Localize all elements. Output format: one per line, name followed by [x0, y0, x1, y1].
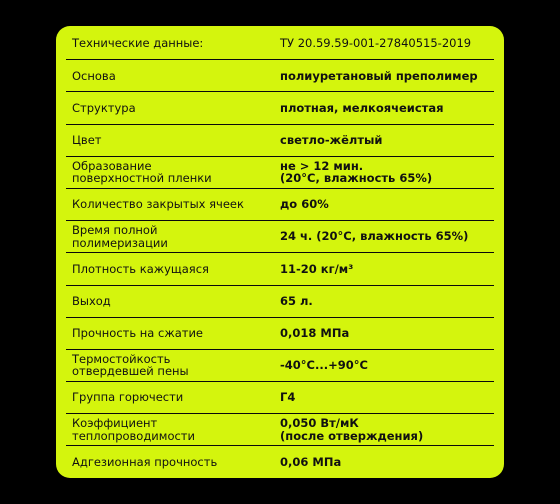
spec-value: 65 л.: [280, 293, 313, 308]
spec-row-color: [66, 125, 494, 157]
spec-row-skin-formation: [66, 157, 494, 189]
spec-label: Группа горючести: [72, 390, 184, 405]
spec-value: ТУ 20.59.59-001-27840515-2019: [280, 36, 472, 51]
spec-value: 0,050 Вт/мК (после отверждения): [280, 416, 424, 443]
spec-label: Коэффициент теплопроводимости: [72, 416, 195, 443]
spec-value: 11-20 кг/м³: [280, 261, 354, 276]
spec-value: 24 ч. (20°C, влажность 65%): [280, 229, 469, 244]
spec-label: Технические данные:: [72, 36, 204, 51]
spec-value: полиуретановый преполимер: [280, 68, 478, 83]
spec-row-yield: [66, 286, 494, 318]
spec-label: Количество закрытых ячеек: [72, 197, 244, 212]
spec-row-cure-time: [66, 221, 494, 253]
spec-row-adhesion: [66, 446, 494, 478]
spec-row-flammability: [66, 382, 494, 414]
spec-row-density: [66, 253, 494, 285]
spec-value: плотная, мелкоячеистая: [280, 100, 444, 115]
spec-value: 0,018 МПа: [280, 326, 350, 341]
spec-row-structure: [66, 92, 494, 124]
spec-row-tech-data: [66, 28, 494, 60]
spec-row-compressive-strength: [66, 318, 494, 350]
spec-value: светло-жёлтый: [280, 132, 383, 147]
spec-label: Адгезионная прочность: [72, 455, 218, 470]
spec-row-heat-resistance: [66, 350, 494, 382]
spec-label: Выход: [72, 293, 111, 308]
spec-label: Термостойкость отвердевшей пены: [72, 351, 189, 379]
spec-row-closed-cells: [66, 189, 494, 221]
spec-row-base: [66, 60, 494, 92]
spec-label: Время полной полимеризации: [72, 223, 168, 250]
spec-row-thermal-conductivity: [66, 414, 494, 446]
spec-value: не > 12 мин. (20°C, влажность 65%): [280, 158, 433, 186]
spec-label: Образование поверхностной пленки: [72, 158, 212, 186]
spec-label: Плотность кажущаяся: [72, 261, 209, 276]
spec-value: 0,06 МПа: [280, 455, 342, 470]
spec-label: Основа: [72, 68, 116, 83]
spec-label: Структура: [72, 100, 136, 115]
spec-value: до 60%: [280, 197, 329, 212]
spec-label: Прочность на сжатие: [72, 326, 203, 341]
spec-label: Цвет: [72, 132, 102, 147]
spec-value: Г4: [280, 390, 296, 405]
spec-card: [56, 26, 504, 478]
spec-value: -40°C...+90°C: [280, 358, 368, 373]
